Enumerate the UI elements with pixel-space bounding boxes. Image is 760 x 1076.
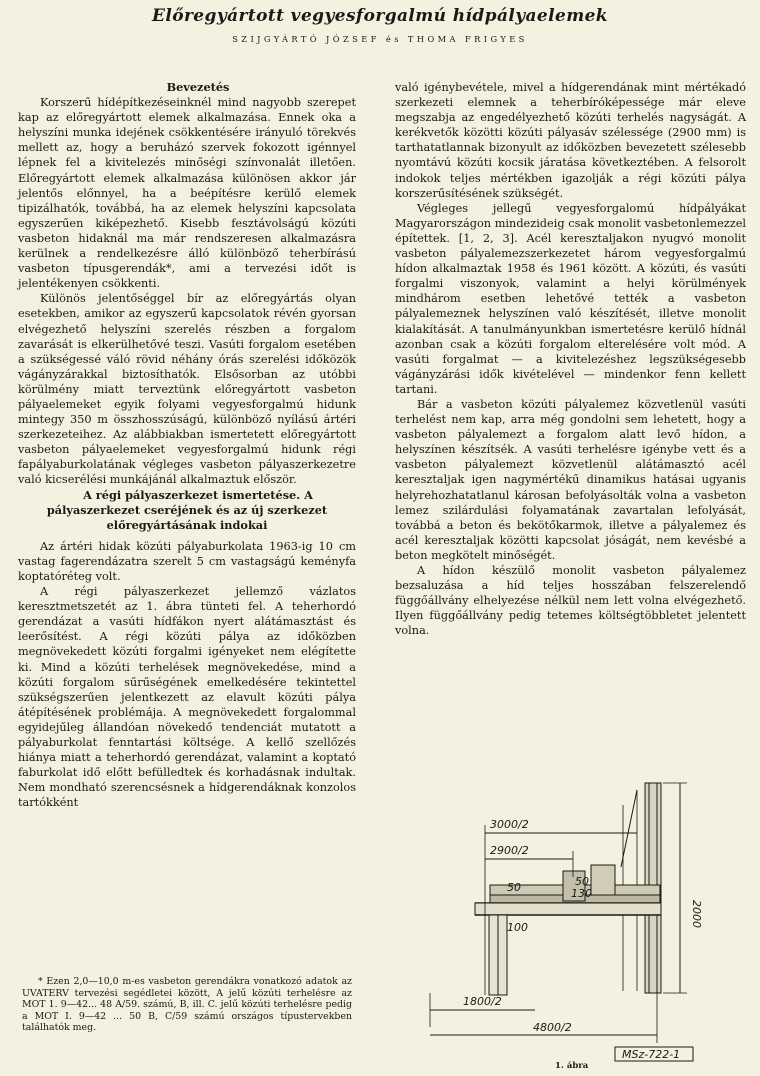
dim-label-4800: 4800/2	[533, 1021, 572, 1034]
paragraph: Az ártéri hidak közúti pályaburkolata 1963-ig 10 cm vastag fagerendázatra szerelt 5 cm vastagságú keményfa koptatóréteg volt.	[18, 539, 356, 583]
paragraph: Korszerű hídépítkezéseinknél mind nagyobb szerepet kap az előregyártott elemek alkalmazása. Ennek oka a helyszíni munka idejének csökkentésére irányuló törekvés mellett az, hogy a beruházó szervek fokozott igénnyel lépnek fel a kivitelezés minőségi színvonalát illetően. Előregyártott elemek alkalmazása különösen akkor jár jelentős előnnyel, ha a beépítésre kerülő elemek tipizálhatók, továbbá, ha az elemek helyszíni kapcsolata egyszerűen kiképezhető. Kisebb fesztávolságú közúti vasbeton hidaknál ma már rendszeresen alkalmazásra kerülnek a rendelkezésre álló különböző teherbírású vasbeton típusgerendák*, ami a tervezési időt is jelentékenyen csökkenti.	[18, 96, 356, 291]
paragraph: A régi pályaszerkezet jellemző vázlatos keresztmetszetét az 1. ábra tünteti fel. A teherhordó gerendázat a vasúti hídfákon nyert alátámasztást és leerősítést. A régi közúti pálya az időközben megnövekedett közúti forgalmi igényeket nem elégítette ki. Mind a közúti terhelések megnövekedése, mind a közúti forgalom sűrűségének emelkedésére tekintettel szükségszerűen jelentkezett az elavult közúti pálya átépítésének problémája. A megnövekedett forgalommal egyidejűleg állandóan növekedő tendenciát mutatott a pályaburkolat fenntartási költsége. A kellő szellőzés hiánya miatt a teherhordó gerendázat, valamint a koptató faburkolat idő előtt befülledtek és korhadásnak indultak. Nem mondható szerencsésnek a hídgerendáknak konzolos tartókként	[18, 585, 356, 810]
dim-label-130: 130	[571, 887, 592, 900]
section-heading-intro: Bevezetés	[166, 80, 230, 94]
article-title: Előregyártott vegyesforgalmú hídpályaelemek	[152, 6, 608, 26]
timber-block	[591, 865, 615, 895]
right-column	[395, 80, 746, 638]
paragraph: Bár a vasbeton közúti pályalemez közvetlenül vasúti terhelést nem kap, arra még gondolni sem lehetett, hogy a vasbeton pályalemezt a forgalom alatt levő hídon, a helyszínen készítsék. A vasúti terhelésre igénybe vett és a vasbeton pályalemezt közvetlenül alátámasztó acél keresztaljak igen nagymértékű dinamikus hatásai ugyanis helyrehozhatatlanul károsan befolyásolták volna a vasbeton lemez szilárdulási folyamatának zavartalan lefolyását, továbbá a beton és bekötőkarmok, illetve a pályalemez és acél keresztaljak közötti kapcsolat jóságát, nem kevésbé a beton megkötelt minőségét.	[395, 397, 746, 562]
footnote	[22, 976, 352, 1034]
dim-label-50b: 50	[575, 875, 589, 888]
dim-label-100: 100	[507, 921, 528, 934]
dim-label-2900: 2900/2	[490, 844, 529, 857]
paragraph: Végleges jellegű vegyesforgalomú hídpályákat Magyarországon mindezideig csak monolit vasbetonlemezzel építettek. [1, 2, 3]. Acél keresztaljakon nyugvó monolit vasbeton pályalemezszerkezetet három vegyesforgalmú hídon alkalmaztak 1958 és 1961 között. A közúti, és vasúti forgalmi viszonyok, valamint a helyi körülmények mindhárom esetben lehetővé tették a vasbeton pályalemeznek helyszínen való készítését, illetve monolit kialakítását. A tanulmányunkban ismertetésre kerülő hídnál azonban csak a közúti forgalom elterelésére volt mód. A vasúti forgalmat — a kivitelezéshez legszükségesebb vágányzárási idők kivételével — mindenkor fenn kellett tartani.	[395, 201, 746, 396]
dim-label-3000: 3000/2	[490, 818, 529, 831]
paragraph: A hídon készülő monolit vasbeton pályalemez bezsaluzása a híd teljes hosszában felszerelendő függőállvány elhelyezése nélkül nem lett volna elvégezhető. Ilyen függőállvány pedig tetemes költségtöbbletet jelentett volna.	[395, 564, 746, 638]
figure-caption: 1. ábra	[555, 1061, 589, 1071]
article-authors: SZIJGYÁRTÓ JÓZSEF és THOMA FRIGYES	[232, 34, 528, 44]
paragraph: való igénybevétele, mivel a hídgerendának mint mértékadó szerkezeti elemnek a teherbíróképessége már eleve megszabja az engedélyezhető közúti terhelés nagyságát. A kerékvetők közötti közúti pályasáv szélessége (2900 mm) is tarthatatlannak bizonyult az időközben bevezetett szélesebb nyomtávú közúti kocsik járatása következtében. A felsorolt indokok teljes mértékben igazolják a régi közúti pálya korszerűsítésének szükségét.	[395, 81, 746, 200]
stamp-label: MSz-722-1	[622, 1048, 681, 1061]
cross-beam	[475, 903, 661, 915]
left-column	[18, 80, 356, 811]
railing-diagonal	[621, 790, 637, 867]
cross-section-figure	[395, 765, 746, 1076]
dim-label-50: 50	[507, 881, 521, 894]
section-heading-old-deck: A régi pályaszerkezet ismertetése. A pályaszerkezet cseréjének és az új szerkezet előregyártásának indokai	[46, 487, 328, 532]
dim-label-2000: 2000	[690, 900, 703, 928]
paragraph: Különös jelentőséggel bír az előregyártás olyan esetekben, amikor az egyszerű kapcsolatok révén gyorsan elvégezhető helyszíni szerelés részben a forgalom zavarását is elkerülhetővé teszi. Vasúti forgalom esetében a szükségessé váló rövid néhány órás szerelési időközök vágányzárakkal biztosíthatók. Elsősorban az utóbbi körülmény miatt terveztünk előregyártott vasbeton pályaelemeket egyik folyami vegyesforgalmú hidunk mintegy 350 m összhosszúságú, különböző nyílású ártéri szerkezeteihez. Az alábbiakban ismertetett előregyártott vasbeton pályaelemeket vegyesforgalmú hidunk régi fapályaburkolatának végleges vasbeton pályaszerkezetre való kicserélési munkájánál alkalmaztuk először.	[18, 292, 356, 487]
dim-label-1800: 1800/2	[463, 995, 502, 1008]
footnote-text: * Ezen 2,0—10,0 m-es vasbeton gerendákra vonatkozó adatok az UVATERV tervezési segédletei között, A jelű közúti terhelésre az MOT 1. 9—42... 48 A/59. számú, B, ill. C. jelű közúti terhelésre pedig a MOT I. 9—42 ... 50 B, C/59 számú országos típustervekben találhatók meg.	[22, 976, 352, 1034]
